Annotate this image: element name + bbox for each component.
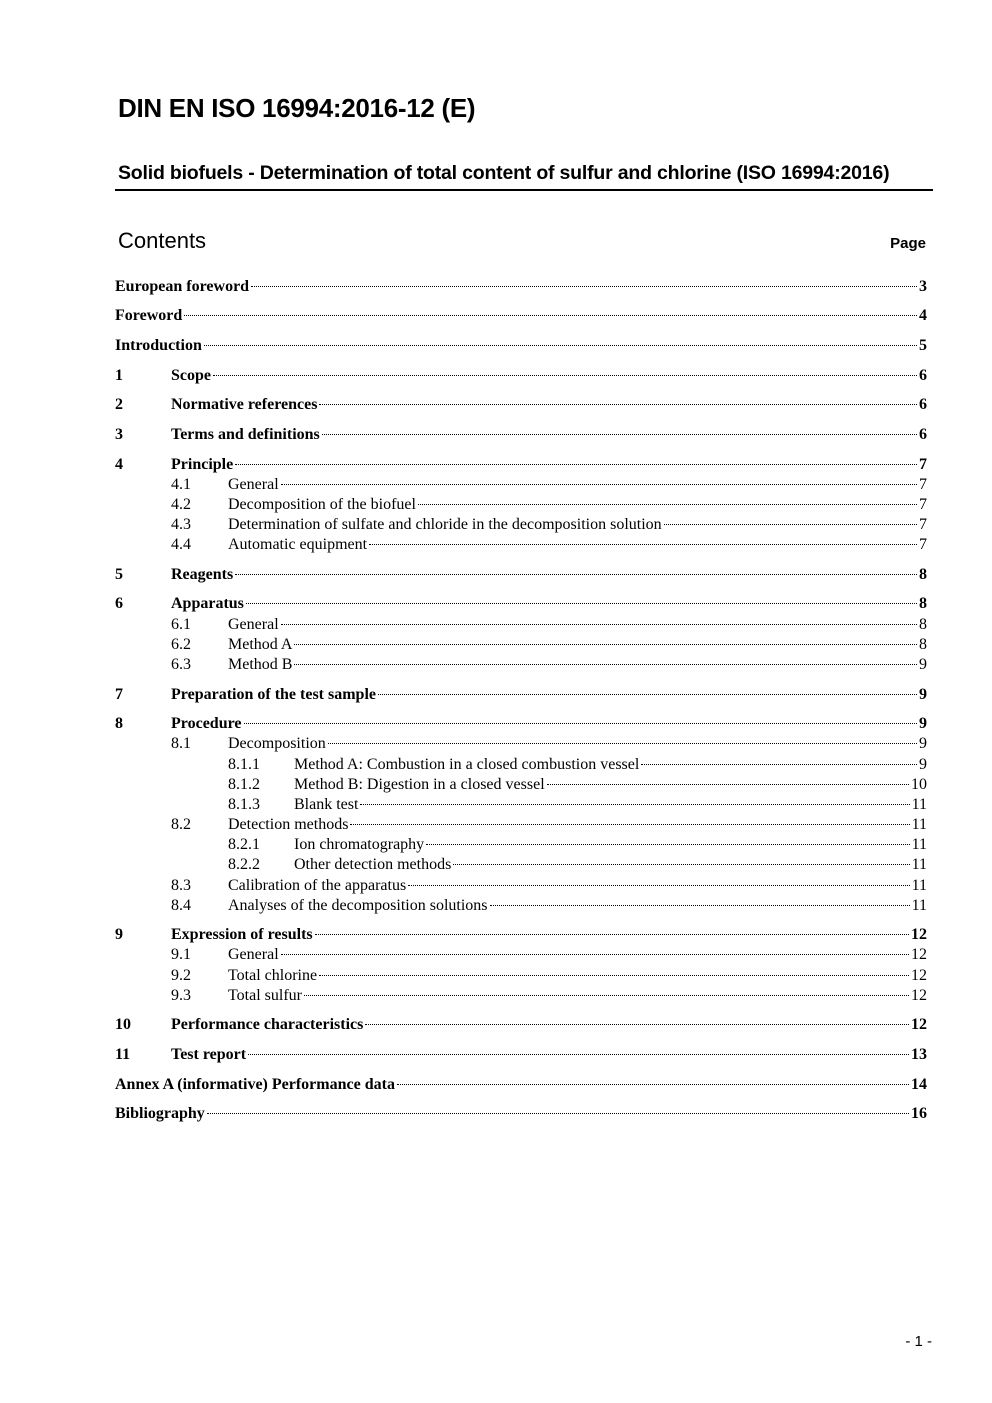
toc-entry[interactable] <box>115 455 927 475</box>
toc-entry-number: 5 <box>115 566 123 583</box>
toc-entry-page: 7 <box>919 496 927 513</box>
toc-dot-leader <box>213 375 917 376</box>
toc-entry-page: 6 <box>919 426 927 443</box>
toc-entry-number: 3 <box>115 426 123 443</box>
toc-entry[interactable] <box>115 855 927 875</box>
toc-entry[interactable] <box>115 277 927 297</box>
toc-entry[interactable] <box>115 986 927 1006</box>
toc-dot-leader <box>641 764 917 765</box>
toc-entry-page: 11 <box>911 856 927 873</box>
toc-entry[interactable] <box>115 1045 927 1065</box>
toc-entry-page: 14 <box>911 1076 927 1093</box>
toc-entry-page: 12 <box>911 1016 927 1033</box>
toc-dot-leader <box>319 975 909 976</box>
toc-entry[interactable] <box>115 775 927 795</box>
toc-dot-leader <box>315 934 909 935</box>
toc-entry-number: 9 <box>115 926 123 943</box>
toc-entry-title: Decomposition <box>228 735 326 752</box>
toc-entry[interactable] <box>115 515 927 535</box>
toc-entry-page: 8 <box>919 566 927 583</box>
toc-entry-number: 4.1 <box>171 476 191 493</box>
toc-entry-title: Principle <box>171 456 234 473</box>
toc-entry-title: Procedure <box>171 715 242 732</box>
toc-entry[interactable] <box>115 896 927 916</box>
toc-entry[interactable] <box>115 815 927 835</box>
toc-entry-page: 12 <box>911 946 927 963</box>
toc-entry-page: 11 <box>911 816 927 833</box>
toc-entry-number: 6.1 <box>171 616 191 633</box>
toc-entry[interactable] <box>115 685 927 705</box>
toc-entry-page: 9 <box>919 715 927 732</box>
toc-entry-number: 9.3 <box>171 987 191 1004</box>
toc-entry-page: 12 <box>911 987 927 1004</box>
toc-entry-number: 4.3 <box>171 516 191 533</box>
toc-entry-title: Foreword <box>115 307 183 324</box>
toc-entry-page: 9 <box>919 756 927 773</box>
toc-dot-leader <box>418 504 917 505</box>
toc-entry-title: Bibliography <box>115 1105 205 1122</box>
document-id: DIN EN ISO 16994:2016-12 (E) <box>118 93 476 123</box>
toc-entry-number: 6.2 <box>171 636 191 653</box>
toc-dot-leader <box>453 864 909 865</box>
toc-entry[interactable] <box>115 945 927 965</box>
toc-entry-page: 12 <box>911 967 927 984</box>
toc-entry[interactable] <box>115 615 927 635</box>
toc-entry-number: 1 <box>115 367 123 384</box>
toc-entry-title: General <box>228 476 279 493</box>
toc-entry[interactable] <box>115 1015 927 1035</box>
toc-dot-leader <box>319 404 917 405</box>
toc-dot-leader <box>426 844 909 845</box>
toc-entry-page: 5 <box>919 337 927 354</box>
toc-dot-leader <box>281 954 909 955</box>
toc-entry-number: 11 <box>115 1046 131 1063</box>
toc-entry[interactable] <box>115 655 927 675</box>
toc-dot-leader <box>322 434 917 435</box>
toc-entry-number: 4.2 <box>171 496 191 513</box>
toc-entry-number: 7 <box>115 686 123 703</box>
toc-entry-page: 7 <box>919 516 927 533</box>
toc-entry-page: 7 <box>919 536 927 553</box>
toc-entry[interactable] <box>115 925 927 945</box>
toc-entry-page: 9 <box>919 656 927 673</box>
toc-dot-leader <box>294 644 917 645</box>
toc-entry-page: 12 <box>911 926 927 943</box>
toc-entry-number: 8.1.3 <box>228 796 260 813</box>
toc-dot-leader <box>207 1113 909 1114</box>
toc-dot-leader <box>547 784 909 785</box>
toc-entry-page: 11 <box>911 796 927 813</box>
toc-dot-leader <box>184 315 917 316</box>
toc-entry-title: Method B: Digestion in a closed vessel <box>294 776 545 793</box>
toc-entry-title: Method A: Combustion in a closed combustion vessel <box>294 756 640 773</box>
toc-entry-title: Scope <box>171 367 211 384</box>
toc-entry[interactable] <box>115 395 927 415</box>
toc-entry-number: 10 <box>115 1016 131 1033</box>
toc-entry-page: 3 <box>919 278 927 295</box>
toc-entry-number: 8.1.1 <box>228 756 260 773</box>
page-column-heading: Page <box>890 235 926 252</box>
toc-entry[interactable] <box>115 795 927 815</box>
toc-entry[interactable] <box>115 565 927 585</box>
toc-entry-page: 7 <box>919 476 927 493</box>
toc-entry-page: 9 <box>919 686 927 703</box>
toc-entry-number: 8.1 <box>171 735 191 752</box>
toc-dot-leader <box>304 995 909 996</box>
toc-entry-title: Apparatus <box>171 595 244 612</box>
toc-entry-number: 9.1 <box>171 946 191 963</box>
toc-entry-number: 8.2.1 <box>228 836 260 853</box>
toc-entry-title: Detection methods <box>228 816 349 833</box>
toc-entry-title: Normative references <box>171 396 318 413</box>
toc-entry[interactable] <box>115 594 927 614</box>
toc-entry-title: Automatic equipment <box>228 536 368 553</box>
toc-entry[interactable] <box>115 714 927 734</box>
toc-dot-leader <box>664 524 917 525</box>
toc-entry-page: 9 <box>919 735 927 752</box>
toc-entry-page: 6 <box>919 367 927 384</box>
toc-dot-leader <box>360 804 909 805</box>
toc-entry-page: 8 <box>919 616 927 633</box>
toc-entry[interactable] <box>115 306 927 326</box>
toc-entry-title: Method B <box>228 656 293 673</box>
toc-entry-title: Analyses of the decomposition solutions <box>228 897 488 914</box>
toc-entry[interactable] <box>115 425 927 445</box>
toc-entry[interactable] <box>115 1104 927 1124</box>
toc-dot-leader <box>235 574 917 575</box>
page-number: - 1 - <box>905 1333 932 1350</box>
toc-dot-leader <box>244 723 918 724</box>
toc-dot-leader <box>204 345 917 346</box>
toc-dot-leader <box>350 824 909 825</box>
toc-entry-title: Reagents <box>171 566 234 583</box>
toc-dot-leader <box>251 286 917 287</box>
toc-entry-number: 6 <box>115 595 123 612</box>
toc-entry-title: Calibration of the apparatus <box>228 877 407 894</box>
toc-entry-page: 10 <box>911 776 927 793</box>
toc-dot-leader <box>328 743 917 744</box>
toc-dot-leader <box>408 885 909 886</box>
toc-entry-title: Performance characteristics <box>171 1016 364 1033</box>
document-title: Solid biofuels - Determination of total content of sulfur and chlorine (ISO 16994:2016) <box>115 162 933 191</box>
toc-entry-page: 4 <box>919 307 927 324</box>
toc-entry-page: 11 <box>911 877 927 894</box>
toc-entry-title: Test report <box>171 1046 247 1063</box>
toc-entry[interactable] <box>115 336 927 356</box>
toc-dot-leader <box>365 1024 909 1025</box>
toc-entry[interactable] <box>115 535 927 555</box>
toc-entry[interactable] <box>115 966 927 986</box>
toc-dot-leader <box>369 544 917 545</box>
toc-entry-title: Decomposition of the biofuel <box>228 496 416 513</box>
toc-dot-leader <box>378 694 917 695</box>
toc-entry[interactable] <box>115 366 927 386</box>
toc-entry-title: Blank test <box>294 796 359 813</box>
toc-entry[interactable] <box>115 755 927 775</box>
toc-entry-title: Other detection methods <box>294 856 452 873</box>
toc-entry-number: 4 <box>115 456 123 473</box>
toc-entry-title: Determination of sulfate and chloride in the decomposition solution <box>228 516 662 533</box>
toc-entry-title: Preparation of the test sample <box>171 686 376 703</box>
toc-entry-number: 8 <box>115 715 123 732</box>
toc-entry-page: 8 <box>919 636 927 653</box>
toc-entry-title: Method A <box>228 636 293 653</box>
toc-entry[interactable] <box>115 495 927 515</box>
toc-entry-page: 11 <box>911 897 927 914</box>
toc-entry-number: 8.2.2 <box>228 856 260 873</box>
contents-heading: Contents <box>118 228 207 253</box>
toc-dot-leader <box>397 1084 909 1085</box>
toc-entry-page: 13 <box>911 1046 927 1063</box>
toc-entry-number: 8.3 <box>171 877 191 894</box>
toc-entry-title: European foreword <box>115 278 250 295</box>
toc-entry-title: General <box>228 616 279 633</box>
toc-entry-title: Terms and definitions <box>171 426 320 443</box>
toc-dot-leader <box>294 664 917 665</box>
toc-dot-leader <box>281 624 917 625</box>
toc-entry-number: 8.2 <box>171 816 191 833</box>
toc-entry-number: 8.4 <box>171 897 191 914</box>
toc-entry-title: Introduction <box>115 337 202 354</box>
toc-entry[interactable] <box>115 1075 927 1095</box>
toc-entry[interactable] <box>115 475 927 495</box>
toc-entry-number: 2 <box>115 396 123 413</box>
toc-entry[interactable] <box>115 835 927 855</box>
toc-dot-leader <box>246 603 917 604</box>
toc-entry-title: Total sulfur <box>228 987 302 1004</box>
toc-entry-number: 4.4 <box>171 536 191 553</box>
toc-entry-page: 8 <box>919 595 927 612</box>
toc-entry[interactable] <box>115 635 927 655</box>
toc-dot-leader <box>248 1054 909 1055</box>
toc-entry-page: 6 <box>919 396 927 413</box>
toc-entry-page: 11 <box>911 836 927 853</box>
toc-dot-leader <box>235 464 917 465</box>
toc-entry-number: 6.3 <box>171 656 191 673</box>
toc-dot-leader <box>490 905 910 906</box>
toc-entry-title: Ion chromatography <box>294 836 425 853</box>
toc-entry-number: 8.1.2 <box>228 776 260 793</box>
toc-entry[interactable] <box>115 876 927 896</box>
toc-entry-title: Annex A (informative) Performance data <box>115 1076 395 1093</box>
toc-entry-number: 9.2 <box>171 967 191 984</box>
toc-entry-page: 16 <box>911 1105 927 1122</box>
toc-entry-title: Expression of results <box>171 926 313 943</box>
toc-entry-page: 7 <box>919 456 927 473</box>
toc-entry[interactable] <box>115 734 927 754</box>
toc-entry-title: Total chlorine <box>228 967 318 984</box>
toc-entry-title: General <box>228 946 279 963</box>
toc-dot-leader <box>281 484 917 485</box>
